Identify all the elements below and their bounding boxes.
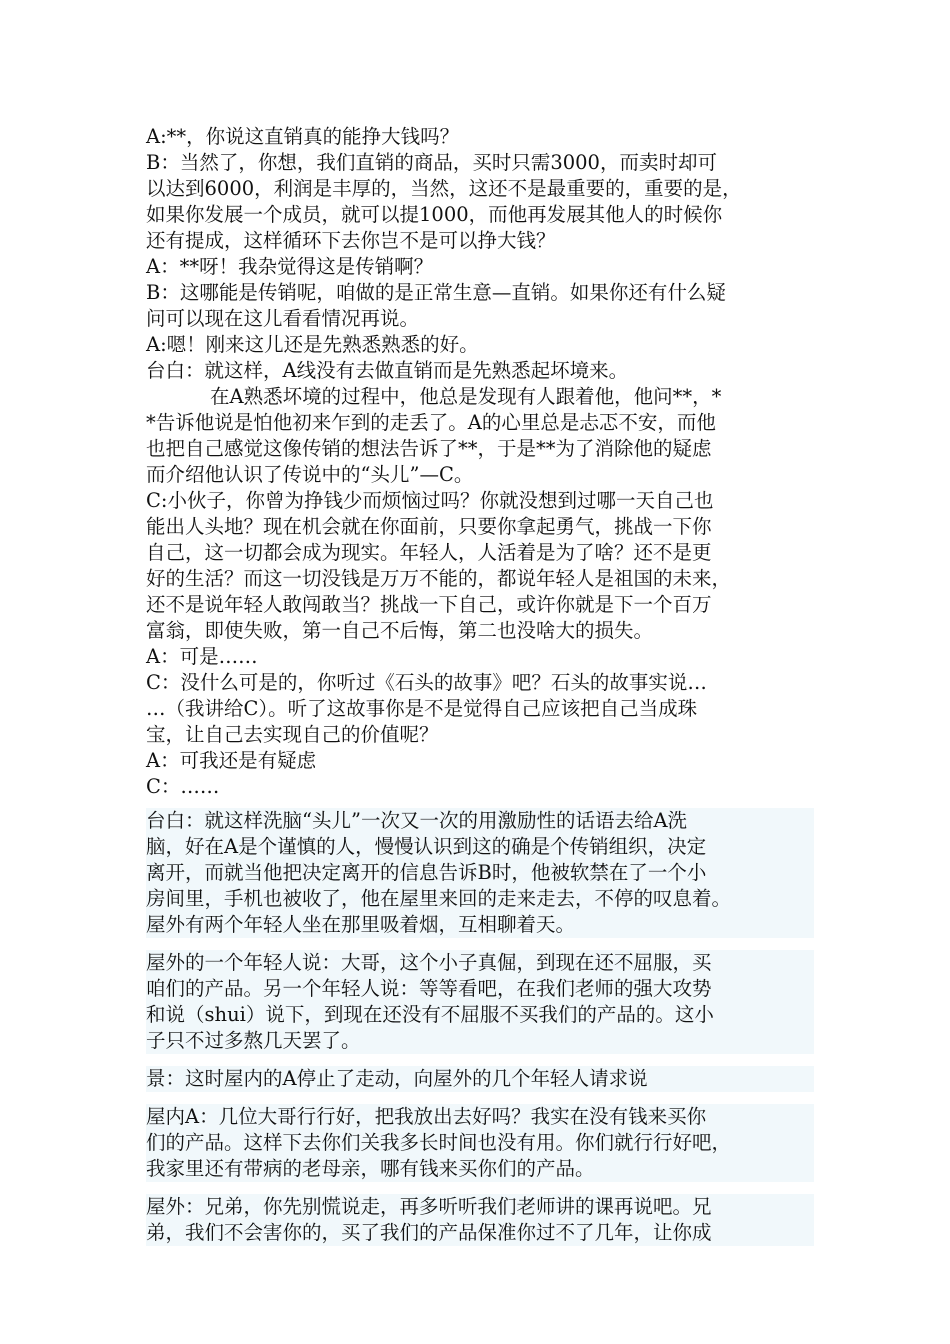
- text-line: 咱们的产品。另一个年轻人说：等等看吧，在我们老师的强大攻势: [146, 977, 712, 1000]
- shaded-paragraph: [146, 950, 814, 1054]
- text-line: 和说（shui）说下，到现在还没有不屈服不买我们的产品的。这小: [146, 1003, 714, 1026]
- text-line: B：当然了，你想，我们直销的商品，买时只需3000，而卖时却可: [146, 151, 717, 174]
- text-line: 子只不过多熬几天罢了。: [146, 1029, 361, 1052]
- text-line: 台白：就这样洗脑“头儿”一次又一次的用激励性的话语去给A洗: [146, 809, 688, 832]
- text-line: 屋外的一个年轻人说：大哥，这个小子真倔，到现在还不屈服，买: [146, 951, 712, 974]
- text-line: 如果你发展一个成员，就可以提1000，而他再发展其他人的时候你: [146, 203, 723, 226]
- text-line: 脑，好在A是个谨慎的人，慢慢认识到这的确是个传销组织，决定: [146, 835, 707, 858]
- document-page: [146, 124, 826, 1246]
- text-line: 还不是说年轻人敢闯敢当？挑战一下自己，或许你就是下一个百万: [146, 593, 712, 616]
- shaded-section: [146, 808, 826, 1246]
- text-line: 弟，我们不会害你的，买了我们的产品保准你过不了几年，让你成: [146, 1221, 712, 1244]
- text-line: B：这哪能是传销呢，咱做的是正常生意—直销。如果你还有什么疑: [146, 281, 726, 304]
- text-line: 富翁，即使失败，第一自己不后悔，第二也没啥大的损失。: [146, 619, 654, 642]
- text-line: 能出人头地？现在机会就在你面前，只要你拿起勇气，挑战一下你: [146, 515, 712, 538]
- text-line: 房间里，手机也被收了，他在屋里来回的走来走去，不停的叹息着。: [146, 887, 732, 910]
- text-line: 好的生活？而这一切没钱是万万不能的，都说年轻人是祖国的未来，: [146, 567, 732, 590]
- text-line: C:小伙子，你曾为挣钱少而烦恼过吗？你就没想到过哪一天自己也: [146, 489, 714, 512]
- paragraph-gap: [146, 1054, 814, 1066]
- section-spacer: [146, 800, 826, 808]
- text-line: 还有提成，这样循环下去你岂不是可以挣大钱？: [146, 229, 556, 252]
- paragraph-gap: [146, 1182, 814, 1194]
- text-line: 我家里还有带病的老母亲，哪有钱来买你们的产品。: [146, 1157, 595, 1180]
- text-line: A：**呀！我杂觉得这是传销啊？: [146, 255, 434, 278]
- paragraph-gap: [146, 1092, 814, 1104]
- text-line: 们的产品。这样下去你们关我多长时间也没有用。你们就行行好吧，: [146, 1131, 732, 1154]
- text-line: 宝，让自己去实现自己的价值呢？: [146, 723, 439, 746]
- text-line: 景：这时屋内的A停止了走动，向屋外的几个年轻人请求说: [146, 1067, 648, 1090]
- text-line: A：可我还是有疑虑: [146, 749, 317, 772]
- paragraph-gap: [146, 938, 814, 950]
- text-line: C：……: [146, 775, 220, 798]
- text-line: 离开，而就当他把决定离开的信息告诉B时，他被软禁在了一个小: [146, 861, 707, 884]
- text-line: 台白：就这样，A线没有去做直销而是先熟悉起坏境来。: [146, 359, 629, 382]
- text-line: 而介绍他认识了传说中的“头儿”—C。: [146, 463, 474, 486]
- text-line: A：可是……: [146, 645, 258, 668]
- text-line: 自己，这一切都会成为现实。年轻人，人活着是为了啥？还不是更: [146, 541, 712, 564]
- shaded-paragraph: [146, 1066, 814, 1092]
- text-line: A:嗯！刚来这儿还是先熟悉熟悉的好。: [146, 333, 479, 356]
- text-line: *告诉他说是怕他初来乍到的走丢了。A的心里总是忐忑不安，而他: [146, 411, 716, 434]
- text-line: 屋外有两个年轻人坐在那里吸着烟，互相聊着天。: [146, 913, 576, 936]
- shaded-paragraph: [146, 808, 814, 938]
- text-line: 屋内A：几位大哥行行好，把我放出去好吗？我实在没有钱来买你: [146, 1105, 707, 1128]
- text-line: 问可以现在这儿看看情况再说。: [146, 307, 420, 330]
- dialogue-section: [146, 124, 826, 800]
- text-line: 在A熟悉坏境的过程中，他总是发现有人跟着他，他问**，*: [210, 385, 722, 408]
- text-line: C：没什么可是的，你听过《石头的故事》吧？石头的故事实说…: [146, 671, 707, 694]
- text-line: …（我讲给C）。听了这故事你是不是觉得自己应该把自己当成珠: [146, 697, 698, 720]
- text-line: 以达到6000，利润是丰厚的，当然，这还不是最重要的，重要的是，: [146, 177, 742, 200]
- shaded-paragraph: [146, 1194, 814, 1246]
- text-line: 屋外：兄弟，你先别慌说走，再多听听我们老师讲的课再说吧。兄: [146, 1195, 712, 1218]
- text-line: 也把自己感觉这像传销的想法告诉了**，于是**为了消除他的疑虑: [146, 437, 712, 460]
- text-line: A:**，你说这直销真的能挣大钱吗？: [146, 125, 460, 148]
- shaded-paragraph: [146, 1104, 814, 1182]
